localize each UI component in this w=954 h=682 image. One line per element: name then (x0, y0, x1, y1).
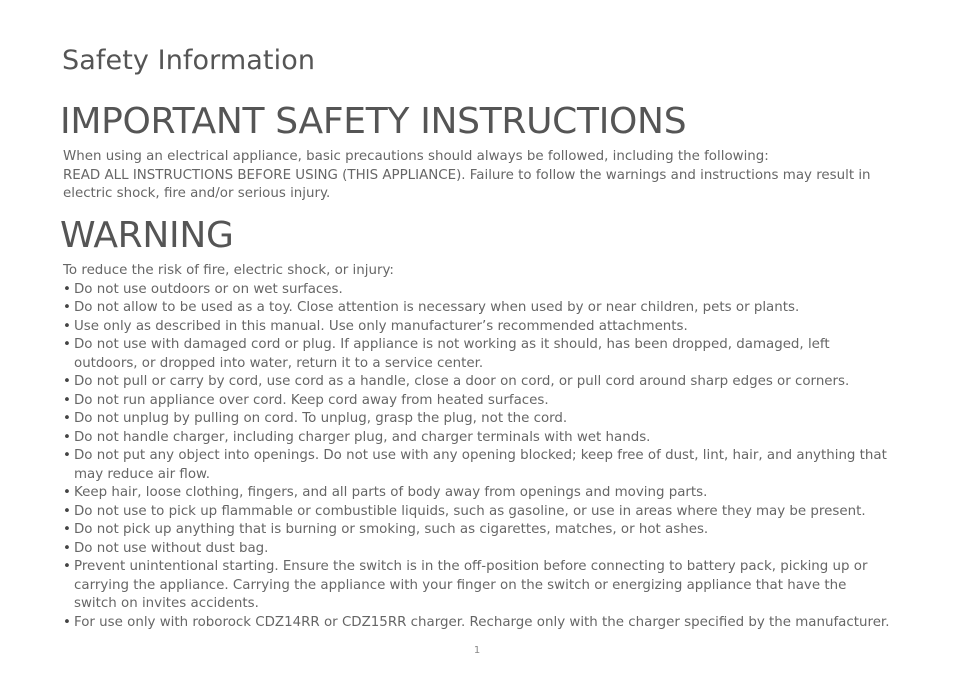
warning-bullet-item (63, 558, 893, 614)
warning-section (63, 262, 893, 632)
bullet-icon: • (63, 559, 71, 574)
intro-paragraph (63, 148, 893, 204)
bullet-text: Do not use with damaged cord or plug. If appliance is not working as it should, has been dropped, damaged, left outdoors, or dropped into water, return it to a service center. (74, 337, 830, 371)
warning-bullet-item (63, 318, 893, 337)
warning-bullet-item (63, 614, 893, 633)
warning-bullet-item (63, 392, 893, 411)
bullet-text: Do not use without dust bag. (74, 540, 269, 556)
warning-bullet-item (63, 281, 893, 300)
warning-bullet-item (63, 336, 893, 373)
section-title: Safety Information (62, 45, 316, 76)
bullet-text: Do not run appliance over cord. Keep cord away from heated surfaces. (74, 392, 549, 408)
warning-bullet-item (63, 299, 893, 318)
page-number: 1 (473, 645, 481, 656)
bullet-icon: • (63, 300, 71, 315)
bullet-text: For use only with roborock CDZ14RR or CDZ15RR charger. Recharge only with the charger specified by the manufacturer. (74, 614, 890, 630)
bullet-text: Do not pull or carry by cord, use cord as a handle, close a door on cord, or pull cord around sharp edges or corners. (74, 374, 850, 389)
warning-bullet-item (63, 540, 893, 559)
intro-line-precautions: When using an electrical appliance, basic precautions should always be followed, including the following: (63, 149, 769, 164)
bullet-icon: • (63, 411, 71, 426)
bullet-icon: • (63, 392, 71, 408)
bullet-icon: • (63, 485, 71, 500)
bullet-icon: • (63, 281, 71, 297)
bullet-text: Do not handle charger, including charger plug, and charger terminals with wet hands. (74, 429, 651, 445)
bullet-icon: • (63, 448, 71, 463)
warning-heading: WARNING (60, 215, 234, 256)
bullet-icon: • (63, 614, 71, 630)
important-safety-heading: IMPORTANT SAFETY INSTRUCTIONS (60, 101, 687, 142)
warning-lead-text: To reduce the risk of fire, electric shock, or injury: (63, 263, 394, 278)
bullet-text: Keep hair, loose clothing, fingers, and all parts of body away from openings and moving parts. (74, 485, 708, 500)
warning-bullet-item (63, 447, 893, 484)
bullet-icon: • (63, 374, 71, 389)
warning-bullet-item (63, 373, 893, 392)
bullet-icon: • (63, 522, 71, 537)
bullet-icon: • (63, 337, 71, 352)
warning-bullet-item (63, 484, 893, 503)
warning-bullet-item (63, 503, 893, 522)
warning-bullet-item (63, 521, 893, 540)
bullet-icon: • (63, 540, 71, 556)
bullet-text: Prevent unintentional starting. Ensure the switch is in the off-position before connecting to battery pack, picking up or carrying the appliance. Carrying the appliance with your finger on the switch or energizing appliance that have the switch on invites accidents. (74, 559, 868, 611)
warning-bullet-item (63, 410, 893, 429)
warning-bullet-list (63, 281, 893, 633)
bullet-icon: • (63, 503, 71, 519)
bullet-text: Do not use to pick up flammable or combustible liquids, such as gasoline, or use in areas where they may be present. (74, 503, 866, 519)
bullet-text: Use only as described in this manual. Use only manufacturer’s recommended attachments. (74, 318, 688, 334)
bullet-text: Do not use outdoors or on wet surfaces. (74, 281, 343, 297)
warning-bullet-item (63, 429, 893, 448)
bullet-text: Do not unplug by pulling on cord. To unplug, grasp the plug, not the cord. (74, 411, 568, 426)
bullet-text: Do not allow to be used as a toy. Close attention is necessary when used by or near children, pets or plants. (74, 300, 800, 315)
bullet-icon: • (63, 318, 71, 334)
intro-line-read-all: READ ALL INSTRUCTIONS BEFORE USING (THIS APPLIANCE). Failure to follow the warnings and instructions may result in electric shock, fire and/or serious injury. (63, 167, 871, 201)
bullet-text: Do not pick up anything that is burning or smoking, such as cigarettes, matches, or hot ashes. (74, 522, 709, 537)
bullet-text: Do not put any object into openings. Do not use with any opening blocked; keep free of dust, lint, hair, and anything that may reduce air flow. (74, 448, 887, 482)
bullet-icon: • (63, 429, 71, 445)
